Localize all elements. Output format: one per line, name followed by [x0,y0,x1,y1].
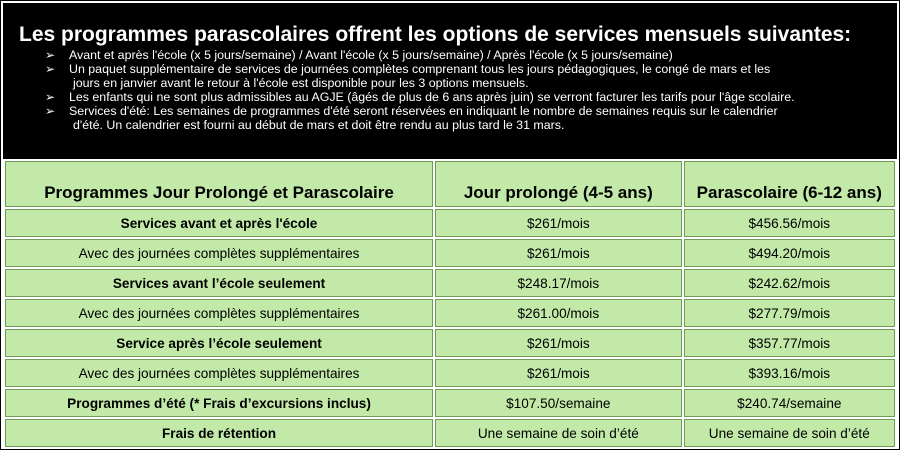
row-label: Avec des journées complètes supplémentaires [5,359,433,387]
bullet-item [3,104,897,132]
bullet-list [3,48,897,132]
row-label: Services avant l’école seulement [5,269,433,297]
extended-day-rate: $261/mois [435,329,682,357]
extended-day-rate: $107.50/semaine [435,389,682,417]
table-row [5,209,895,237]
table-row [5,269,895,297]
header-after-school: Parascolaire (6-12 ans) [684,161,895,207]
after-school-rate: $393.16/mois [684,359,895,387]
table-row [5,299,895,327]
bullet-text: Les enfants qui ne sont plus admissibles au AGJE (âgés de plus de 6 ans après juin) se verront facturer les tarifs pour l'âge scolaire. [69,90,795,104]
bullet-arrow-icon: ➢ [45,90,56,104]
bullet-arrow-icon: ➢ [45,104,56,118]
bullet-item [3,90,897,104]
row-label: Services avant et après l'école [5,209,433,237]
after-school-rate: $357.77/mois [684,329,895,357]
row-label: Service après l’école seulement [5,329,433,357]
bullet-text: d'été. Un calendrier est fourni au début de mars et doit être rendu au plus tard le 31 mars. [73,118,565,132]
after-school-rate: $456.56/mois [684,209,895,237]
banner-title: Les programmes parascolaires offrent les options de services mensuels suivantes: [19,23,852,46]
after-school-rate: Une semaine de soin d’été [684,419,895,447]
extended-day-rate: $261/mois [435,359,682,387]
extended-day-rate: $261/mois [435,209,682,237]
extended-day-rate: $261/mois [435,239,682,267]
table-row [5,239,895,267]
table-row [5,419,895,447]
row-label: Avec des journées complètes supplémentaires [5,239,433,267]
bullet-item [3,62,897,90]
table-header-row [5,161,895,207]
after-school-rate: $240.74/semaine [684,389,895,417]
bullet-item [3,48,897,62]
row-label: Programmes d’été (* Frais d’excursions inclus) [5,389,433,417]
bullet-arrow-icon: ➢ [45,48,56,62]
after-school-rate: $242.62/mois [684,269,895,297]
header-program: Programmes Jour Prolongé et Parascolaire [5,161,433,207]
extended-day-rate: $248.17/mois [435,269,682,297]
rates-table [3,159,897,449]
bullet-text: Services d'été: Les semaines de programmes d'été seront réservées en indiquant le nombre de semaines requis sur le calendrier [69,104,778,118]
after-school-rate: $277.79/mois [684,299,895,327]
bullet-text: Avant et après l'école (x 5 jours/semaine) / Avant l'école (x 5 jours/semaine) / Après l'école (x 5 jours/semaine) [69,48,673,62]
info-banner [3,3,897,159]
table-row [5,359,895,387]
header-extended-day: Jour prolongé (4-5 ans) [435,161,682,207]
bullet-text: Un paquet supplémentaire de services de journées complètes comprenant tous les jours pédagogiques, le congé de mars et les [69,62,771,76]
row-label: Frais de rétention [5,419,433,447]
row-label: Avec des journées complètes supplémentaires [5,299,433,327]
table-row [5,329,895,357]
bullet-text: jours en janvier avant le retour à l'école est disponible pour les 3 options mensuels. [73,76,529,90]
after-school-rate: $494.20/mois [684,239,895,267]
bullet-arrow-icon: ➢ [45,62,56,76]
table-row [5,389,895,417]
rates-table-container [3,159,897,449]
extended-day-rate: Une semaine de soin d’été [435,419,682,447]
extended-day-rate: $261.00/mois [435,299,682,327]
